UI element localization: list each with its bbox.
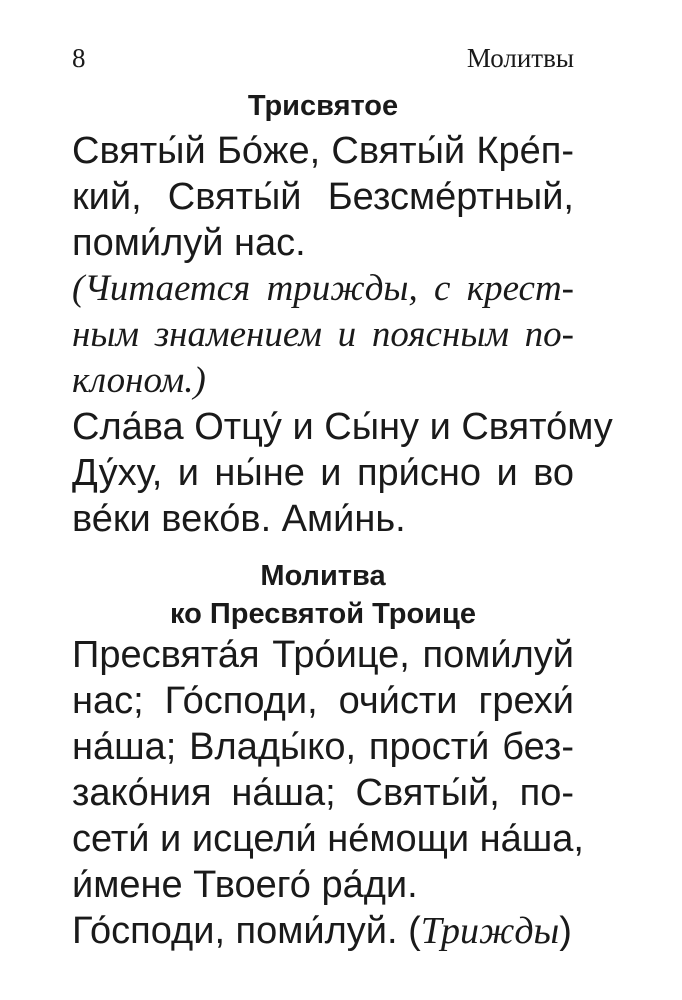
note-line: (Читается трижды, с крест- <box>72 268 574 309</box>
text-line: зако́ния на́ша; Святы́й, по- <box>72 772 574 814</box>
heading-line: Молитва <box>260 560 386 592</box>
text-line: на́ша; Влады́ко, прости́ без- <box>72 726 574 768</box>
page-number: 8 <box>72 43 86 73</box>
text-line: ве́ки веко́в. Ами́нь. <box>72 498 406 540</box>
running-title: Молитвы <box>466 43 574 73</box>
text-segment: Го́споди, поми́луй. ( <box>72 910 421 952</box>
text-line: и́мене Твоего́ ра́ди. <box>72 864 418 906</box>
text-line: кий, Святы́й Безсме́ртный, <box>72 176 574 218</box>
text-line: нас; Го́споди, очи́сти грехи́ <box>72 680 574 722</box>
text-line: Святы́й Бо́же, Святы́й Кре́п- <box>72 130 574 172</box>
text-line: Ду́ху, и ны́не и при́сно и во <box>72 452 574 494</box>
text-line: Пресвята́я Тро́ице, поми́луй <box>72 634 574 676</box>
text-line: сети́ и исцели́ не́мощи на́ша, <box>72 818 584 860</box>
text-line: Сла́ва Отцу́ и Сы́ну и Свято́му <box>72 406 613 448</box>
text-line: поми́луй нас. <box>72 222 306 264</box>
text-line-final <box>72 908 574 954</box>
note-line: клоном.) <box>72 360 206 401</box>
rubric-note <box>72 266 574 404</box>
heading-line: ко Пресвятой Троице <box>170 598 476 630</box>
page-header <box>72 38 574 78</box>
trinity-prayer-text <box>72 632 584 954</box>
text-segment: ) <box>559 910 572 952</box>
page-content <box>72 80 613 954</box>
trinity-prayer-heading <box>72 558 574 632</box>
rubric-inline: Трижды <box>420 910 560 952</box>
note-line: ным знамением и поясным по- <box>72 314 574 355</box>
gloria-text <box>72 404 613 542</box>
trisagion-text <box>72 128 574 266</box>
trisagion-heading: Трисвятое <box>247 90 399 122</box>
